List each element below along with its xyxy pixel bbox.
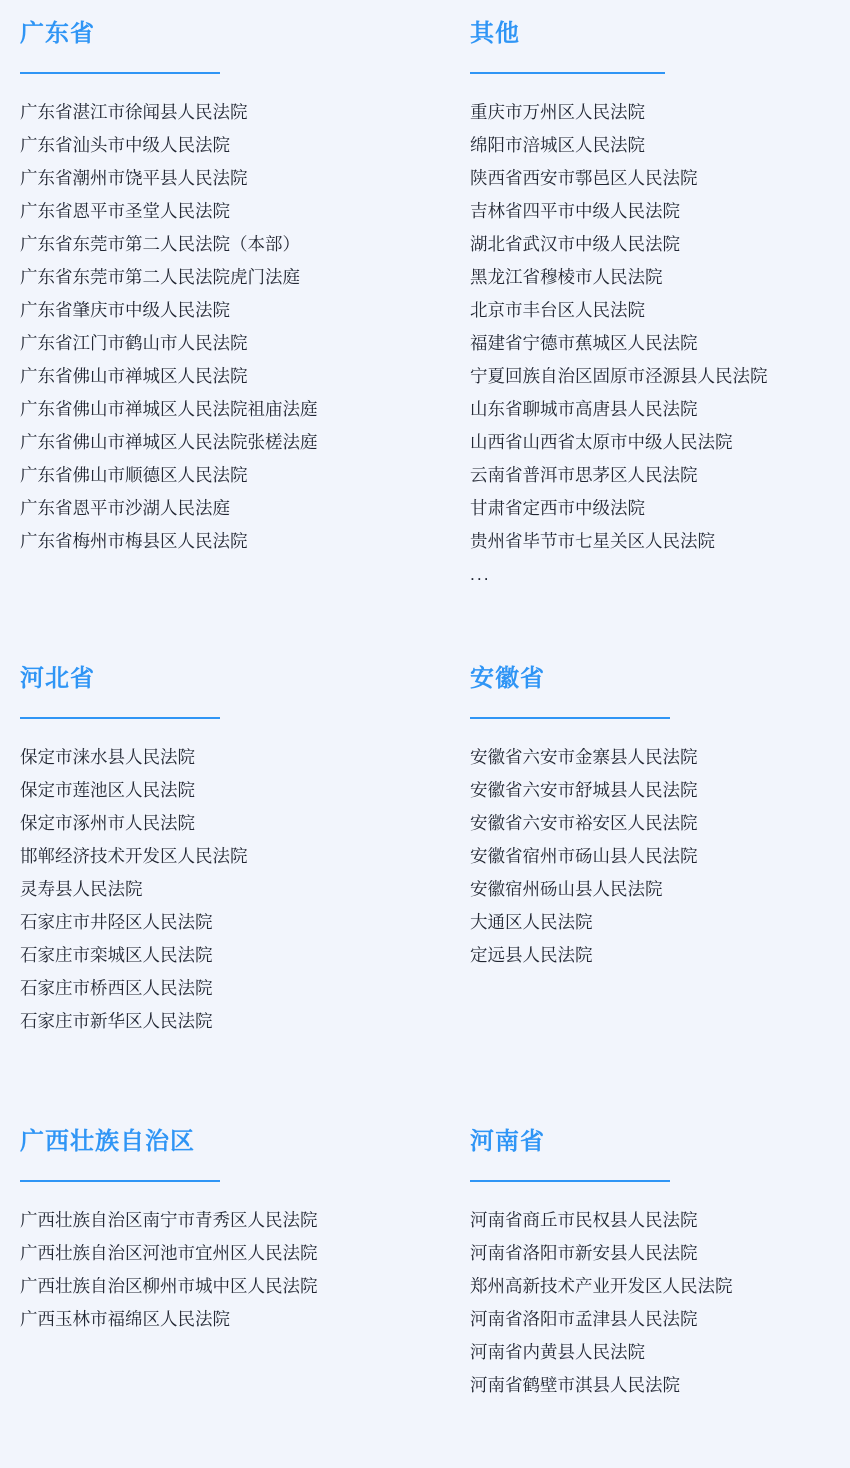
section-title: 河南省 [470, 1128, 545, 1155]
list-item[interactable]: 广东省佛山市禅城区人民法院 [20, 366, 248, 386]
list-item[interactable]: 湖北省武汉市中级人民法院 [470, 234, 680, 254]
list-item[interactable]: 广东省潮州市饶平县人民法院 [20, 168, 248, 188]
court-list [470, 741, 850, 972]
list-item[interactable]: 北京市丰台区人民法院 [470, 300, 645, 320]
list-item-more: ... [470, 564, 491, 584]
list-item[interactable]: 广西壮族自治区河池市宜州区人民法院 [20, 1243, 318, 1263]
list-item[interactable]: 河南省内黄县人民法院 [470, 1342, 645, 1362]
section-hebei [20, 591, 445, 1038]
list-item[interactable]: 贵州省毕节市七星关区人民法院 [470, 531, 715, 551]
section-title: 安徽省 [470, 665, 545, 692]
list-item[interactable]: 石家庄市井陉区人民法院 [20, 912, 213, 932]
list-item[interactable]: 黑龙江省穆棱市人民法院 [470, 267, 663, 287]
list-item[interactable]: 保定市涿州市人民法院 [20, 813, 195, 833]
list-item[interactable]: 广东省佛山市顺德区人民法院 [20, 465, 248, 485]
list-item[interactable]: 安徽省六安市裕安区人民法院 [470, 813, 698, 833]
list-item[interactable]: 云南省普洱市思茅区人民法院 [470, 465, 698, 485]
court-list [20, 1204, 435, 1336]
list-item[interactable]: 广西壮族自治区柳州市城中区人民法院 [20, 1276, 318, 1296]
list-item[interactable]: 河南省商丘市民权县人民法院 [470, 1210, 698, 1230]
list-item[interactable]: 灵寿县人民法院 [20, 879, 143, 899]
list-item[interactable]: 定远县人民法院 [470, 945, 593, 965]
title-underline [470, 72, 665, 74]
list-item[interactable]: 邯郸经济技术开发区人民法院 [20, 846, 248, 866]
list-item[interactable]: 石家庄市栾城区人民法院 [20, 945, 213, 965]
list-item[interactable]: 安徽宿州砀山县人民法院 [470, 879, 663, 899]
list-item[interactable]: 山东省聊城市高唐县人民法院 [470, 399, 698, 419]
list-item[interactable]: 安徽省六安市金寨县人民法院 [470, 747, 698, 767]
section-other [445, 18, 850, 591]
section-guangdong [20, 18, 445, 591]
list-item[interactable]: 广东省恩平市圣堂人民法院 [20, 201, 230, 221]
list-item[interactable]: 石家庄市桥西区人民法院 [20, 978, 213, 998]
list-item[interactable]: 绵阳市涪城区人民法院 [470, 135, 645, 155]
section-title: 河北省 [20, 665, 95, 692]
list-item[interactable]: 吉林省四平市中级人民法院 [470, 201, 680, 221]
list-item[interactable]: 保定市莲池区人民法院 [20, 780, 195, 800]
list-item[interactable]: 重庆市万州区人民法院 [470, 102, 645, 122]
list-item[interactable]: 陕西省西安市鄠邑区人民法院 [470, 168, 698, 188]
list-item[interactable]: 安徽省六安市舒城县人民法院 [470, 780, 698, 800]
list-item[interactable]: 河南省洛阳市新安县人民法院 [470, 1243, 698, 1263]
list-item[interactable]: 广东省恩平市沙湖人民法庭 [20, 498, 230, 518]
section-title: 其他 [470, 20, 520, 47]
section-henan [445, 1038, 850, 1402]
list-item[interactable]: 广西玉林市福绵区人民法院 [20, 1309, 230, 1329]
list-item[interactable]: 广东省东莞市第二人民法院虎门法庭 [20, 267, 300, 287]
list-item[interactable]: 广东省佛山市禅城区人民法院张槎法庭 [20, 432, 318, 452]
section-row-2 [20, 591, 830, 1038]
title-underline [470, 717, 670, 719]
title-underline [470, 1180, 670, 1182]
section-title: 广西壮族自治区 [20, 1128, 195, 1155]
list-item[interactable]: 广东省汕头市中级人民法院 [20, 135, 230, 155]
list-item[interactable]: 广东省湛江市徐闻县人民法院 [20, 102, 248, 122]
section-row-1 [20, 18, 830, 591]
court-list [20, 741, 435, 1038]
list-item[interactable]: 广东省梅州市梅县区人民法院 [20, 531, 248, 551]
court-list [470, 96, 850, 591]
section-anhui [445, 591, 850, 1038]
list-item[interactable]: 广西壮族自治区南宁市青秀区人民法院 [20, 1210, 318, 1230]
list-item[interactable]: 大通区人民法院 [470, 912, 593, 932]
list-item[interactable]: 河南省鹤壁市淇县人民法院 [470, 1375, 680, 1395]
section-guangxi [20, 1038, 445, 1402]
list-item[interactable]: 福建省宁德市蕉城区人民法院 [470, 333, 698, 353]
list-item[interactable]: 河南省洛阳市孟津县人民法院 [470, 1309, 698, 1329]
list-item[interactable]: 广东省肇庆市中级人民法院 [20, 300, 230, 320]
section-row-3 [20, 1038, 830, 1402]
section-title: 广东省 [20, 20, 95, 47]
list-item[interactable]: 广东省佛山市禅城区人民法院祖庙法庭 [20, 399, 318, 419]
list-item[interactable]: 甘肃省定西市中级法院 [470, 498, 645, 518]
list-item[interactable]: 郑州高新技术产业开发区人民法院 [470, 1276, 733, 1296]
court-list [470, 1204, 850, 1402]
list-item[interactable]: 保定市涞水县人民法院 [20, 747, 195, 767]
list-item[interactable]: 山西省山西省太原市中级人民法院 [470, 432, 733, 452]
list-item[interactable]: 广东省东莞市第二人民法院（本部） [20, 234, 300, 254]
list-item[interactable]: 安徽省宿州市砀山县人民法院 [470, 846, 698, 866]
court-list [20, 96, 435, 558]
list-item[interactable]: 宁夏回族自治区固原市泾源县人民法院 [470, 366, 768, 386]
list-item[interactable]: 石家庄市新华区人民法院 [20, 1011, 213, 1031]
title-underline [20, 72, 220, 74]
title-underline [20, 717, 220, 719]
list-item[interactable]: 广东省江门市鹤山市人民法院 [20, 333, 248, 353]
title-underline [20, 1180, 220, 1182]
